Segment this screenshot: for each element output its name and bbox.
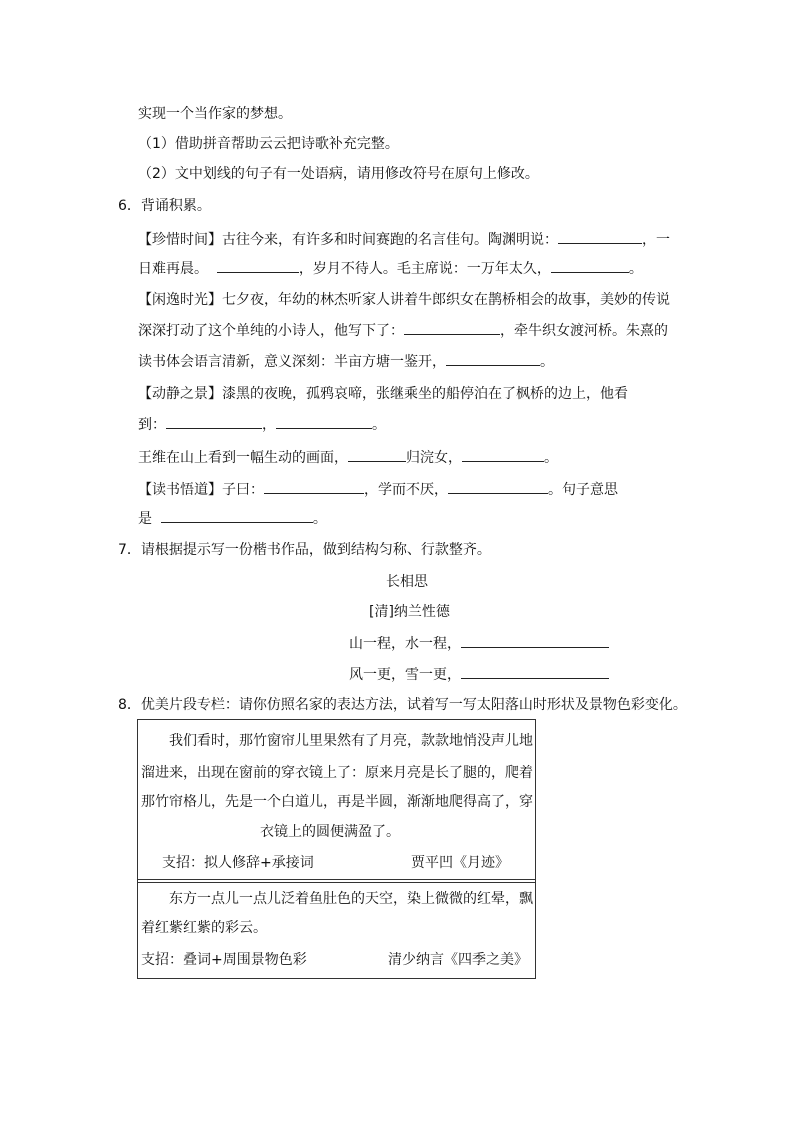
q6-para-2-line-3	[138, 351, 554, 372]
q6-p4-text-b: 归浣女，	[406, 450, 462, 466]
blank-field[interactable]	[348, 447, 406, 462]
box2-tip: 支招：叠词+周围景物色彩	[141, 952, 307, 968]
q6-para-2-line-1: 【闲逸时光】七夕夜，年幼的林杰听家人讲着牛郎织女在鹊桥相会的故事，美妙的传说	[138, 292, 670, 308]
q6-p1-text-b: ，一	[642, 232, 670, 248]
q6-p2-text-c: ，牵牛织女渡河桥。朱熹的	[500, 323, 668, 339]
example-box	[137, 719, 536, 979]
blank-field[interactable]	[462, 447, 544, 462]
q6-p5-text-a: 【读书悟道】子曰：	[138, 482, 264, 498]
q6-p4-text-a: 王维在山上看到一幅生动的画面，	[138, 450, 348, 466]
blank-field[interactable]	[448, 479, 548, 494]
blank-field[interactable]	[161, 508, 313, 523]
q6-para-5-line-2	[138, 508, 327, 529]
q6-p5-text-d: 是	[138, 511, 152, 527]
q6-title: 6．背诵积累。	[118, 198, 211, 214]
q8-title: 8．优美片段专栏：请你仿照名家的表达方法，试着写一写太阳落山时形状及景物色彩变化。	[118, 697, 687, 713]
blank-field[interactable]	[166, 414, 262, 429]
blank-field[interactable]	[404, 320, 500, 335]
poem-line-2-text: 风一更，雪一更，	[349, 667, 461, 683]
box1-line-3: 那竹帘格儿，先是一个白道儿，再是半圆，渐渐地爬得高了，穿	[141, 794, 533, 810]
q6-p5-text-b: ，学而不厌，	[364, 482, 448, 498]
box-divider	[137, 879, 535, 880]
q6-p2-text-b: 深深打动了这个单纯的小诗人，他写下了：	[138, 323, 404, 339]
box1-line-2: 溜进来，出现在窗前的穿衣镜上了：原来月亮是长了腿的，爬着	[141, 765, 533, 781]
blank-field[interactable]	[461, 664, 609, 679]
q6-p2-text-e: 。	[540, 354, 554, 370]
poem-line-2	[349, 664, 609, 685]
q6-p3-text-d: 。	[372, 417, 386, 433]
box1-line-4: 衣镜上的圆便满盈了。	[260, 824, 400, 840]
box2-line-1: 东方一点儿一点儿泛着鱼肚色的天空，染上微微的红晕，飘	[169, 891, 533, 907]
q7-title: 7．请根据提示写一份楷书作品，做到结构匀称、行款整齐。	[118, 542, 491, 558]
q6-p2-text-d: 读书体会语言清新，意义深刻：半亩方塘一鉴开，	[138, 354, 446, 370]
q6-p5-text-e: 。	[312, 511, 327, 527]
q5-sub-1: （1）借助拼音帮助云云把诗歌补充完整。	[138, 136, 399, 152]
q6-p3-text-b: 到：	[138, 417, 166, 433]
q6-para-1-line-2	[138, 258, 643, 279]
q5-line-0: 实现一个当作家的梦想。	[138, 106, 292, 122]
box2-source: 清少纳言《四季之美》	[388, 952, 528, 968]
q6-para-1-line-1	[138, 229, 670, 250]
box1-line-1: 我们看时，那竹窗帘儿里果然有了月亮，款款地悄没声儿地	[169, 733, 533, 749]
poem-author: [清]纳兰性德	[369, 604, 450, 620]
blank-field[interactable]	[446, 351, 540, 366]
q6-para-3-line-2	[138, 414, 386, 435]
q6-p1-text-a: 【珍惜时间】古往今来，有许多和时间赛跑的名言佳句。陶渊明说：	[138, 232, 558, 248]
q6-para-4	[138, 447, 558, 468]
poem-title: 长相思	[386, 574, 428, 590]
poem-line-1	[349, 633, 609, 654]
blank-field[interactable]	[217, 258, 299, 273]
blank-field[interactable]	[264, 479, 364, 494]
box2-line-2: 着红紫红紫的彩云。	[141, 920, 267, 936]
q6-para-5-line-1	[138, 479, 618, 500]
q6-para-2-line-2	[138, 320, 668, 341]
q5-sub-2: （2）文中划线的句子有一处语病，请用修改符号在原句上修改。	[138, 166, 539, 182]
box1-source: 贾平凹《月迹》	[411, 855, 509, 871]
blank-field[interactable]	[276, 414, 372, 429]
blank-field[interactable]	[551, 258, 629, 273]
box1-tip: 支招：拟人修辞+承接词	[162, 855, 314, 871]
poem-line-1-text: 山一程，水一程，	[349, 636, 461, 652]
q6-p4-text-c: 。	[544, 450, 558, 466]
q6-p1-text-d: ，岁月不待人。毛主席说：一万年太久，	[298, 261, 551, 277]
blank-field[interactable]	[461, 633, 609, 648]
q6-p5-text-c: 。句子意思	[548, 482, 618, 498]
box-divider	[137, 882, 535, 883]
q6-p1-text-c: 日难再晨。	[138, 261, 208, 277]
q6-para-3-line-1: 【动静之景】漆黑的夜晚，孤鸦哀啼，张继乘坐的船停泊在了枫桥的边上，他看	[138, 386, 628, 402]
blank-field[interactable]	[558, 229, 642, 244]
q6-p1-text-e: 。	[628, 261, 643, 277]
q6-p3-text-c: ，	[262, 417, 276, 433]
